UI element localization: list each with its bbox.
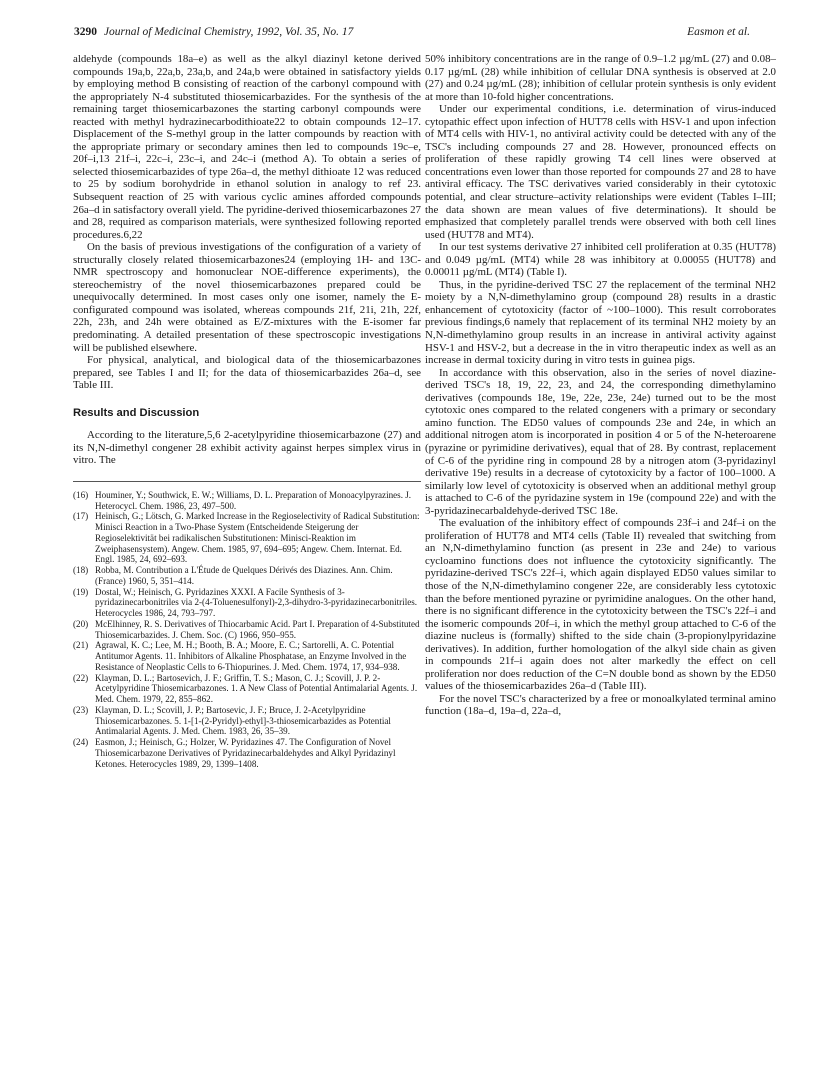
paragraph: aldehyde (compounds 18a–e) as well as the alkyl diazinyl ketone derived compounds 19a,b, 22a,b, 23a,b, and 24a,b were obtained in satisfactory yields by employing method B consisting of reaction of the carbonyl compound with the appropriately N-4 substituted thiosemicarbazides. For the synthesis of the remaining target thiosemicarbazones the starting carbonyl compounds were reacted with methyl hydrazinecarbodithioate22 to obtain compounds 12–17. Displacement of the S-methyl group in the latter compounds by reaction with the appropriate primary or secondary amines then led to compounds 19c–e, 20f–i,13 21f–i, 22c–i, 23c–i, and 24c–i (method A). To obtain a series of selected thiosemicarbazides of type 26a–d, the methyl dithioate 12 was reduced to 25 by sodium borohydride in ethanol solution in analogy to ref 23. Subsequent reaction of 25 with various cyclic amines afforded compounds 26a–d in satisfactory overall yield. The pyridine-derived thiosemicarbazones 27 and 28, required as comparison materials, were synthesized following reported procedures.6,22 <box>73 53 421 241</box>
reference-text: Dostal, W.; Heinisch, G. Pyridazines XXXI. A Facile Synthesis of 3-pyridazinecarbonitriles via 2-(4-Toluenesulfonyl)-2,3-dihydro-3-pyridazinecarbonitriles. Heterocycles 1986, 24, 793–797. <box>95 586 418 619</box>
reference-number: (17) <box>73 511 89 522</box>
reference-number: (23) <box>73 704 89 715</box>
paragraph: For the novel TSC's characterized by a free or monoalkylated terminal amino function (18a–d, 19a–d, 22a–d, <box>425 692 776 718</box>
reference-item <box>73 640 421 672</box>
footnote-divider <box>73 481 421 482</box>
paragraph: According to the literature,5,6 2-acetylpyridine thiosemicarbazone (27) and its N,N-dimethyl congener 28 exhibit activity against herpes simplex virus in vitro. The <box>73 429 421 467</box>
reference-item <box>73 673 421 705</box>
reference-item <box>73 490 421 512</box>
reference-text: McElhinney, R. S. Derivatives of Thiocarbamic Acid. Part I. Preparation of 4-Substituted Thiosemicarbazides. J. Chem. Soc. (C) 1966, 950–955. <box>95 618 420 640</box>
paragraph: For physical, analytical, and biological data of the thiosemicarbazones prepared, see Tables I and II; for the data of thiosemicarbazides 26a–d, see Table III. <box>73 354 421 392</box>
reference-item <box>73 565 421 587</box>
reference-number: (18) <box>73 565 89 576</box>
reference-text: Klayman, D. L.; Bartosevich, J. F.; Griffin, T. S.; Mason, C. J.; Scovill, J. P. 2-Acetylpyridine Thiosemicarbazones. 1. A New Class of Potential Antimalarial Agents. J. Med. Chem. 1979, 22, 855–862. <box>95 672 418 705</box>
page-number: 3290 <box>74 26 97 38</box>
right-column <box>425 53 776 718</box>
journal-citation: Journal of Medicinal Chemistry, 1992, Vol. 35, No. 17 <box>103 26 354 38</box>
paragraph: In accordance with this observation, also in the series of novel diazine-derived TSC's 18, 19, 22, 23, and 24, the corresponding dimethylamino derivatives (compounds 18e, 19e, 22e, 23e, 24e) turned out to be the most cytotoxic ones compared to the related congeners with a primary or secondary amino function. The ED50 values of compounds 23e and 24e, in which an additional nitrogen atom is incorporated in position 4 or 5 of the N-heteroarene (pyrazine or pyrimidine derivatives), equal that of 28. By contrast, replacement of C-6 of the pyridine ring in compound 28 by a nitrogen atom (3-pyridazinyl derivative 19e) results in a decrease of cytotoxicity by a factor of 100–1000. A similarly low level of cytotoxicity is observed when an additional methyl group is attached to C-6 of the pyridazine system in 19e (compound 22e) and with the 3-pyridazinecarbaldehyde-derived TSC 18e. <box>425 366 776 517</box>
reference-number: (19) <box>73 586 89 597</box>
reference-item <box>73 587 421 619</box>
reference-text: Easmon, J.; Heinisch, G.; Holzer, W. Pyridazines 47. The Configuration of Novel Thiosemicarbazone Derivatives of Pyridazinecarbaldehydes and Alkyl Pyridazinyl Ketones. Heterocycles 1989, 29, 1399–1408. <box>95 737 396 769</box>
reference-text: Klayman, D. L.; Scovill, J. P.; Bartosevic, J. F.; Bruce, J. 2-Acetylpyridine Thiosemicarbazones. 5. 1-[1-(2-Pyridyl)-ethyl]-3-thiosemicarbazides as Potential Antimalarial Agents. J. Med. Chem. 1983, 26, 35–39. <box>95 704 391 737</box>
reference-text: Agrawal, K. C.; Lee, M. H.; Booth, B. A.; Moore, E. C.; Sartorelli, A. C. Potential Antitumor Agents. 11. Inhibitors of Alkaline Phosphatase, an Enzyme Involved in the Resistance of Neoplastic Cells to 6-Thiopurines. J. Med. Chem. 1974, 17, 934–938. <box>95 640 407 672</box>
paragraph: Under our experimental conditions, i.e. determination of virus-induced cytopathic effect upon infection of HUT78 cells with HSV-1 and upon infection of MT4 cells with HIV-1, no antiviral activity could be detected with any of the TSC's including compounds 27 and 28. However, pronounced effects on proliferation of these rapidly growing T4 cell lines were observed at concentrations even lower than those reported for compounds 27 and 28 to have antiviral efficacy. The TSC derivatives varied considerably in their cytotoxic potential, and clear structure–activity relationships were evident (Tables I–III; the data shown are mean values of five determinations). It should be emphasized that completely parallel trends were observed with both cell lines used (HUT78 and MT4). <box>425 103 776 241</box>
reference-item <box>73 737 421 769</box>
author-running-head: Easmon et al. <box>687 26 750 38</box>
header-left <box>74 26 353 42</box>
header-right <box>687 26 750 42</box>
reference-list <box>73 490 421 770</box>
reference-number: (20) <box>73 618 89 629</box>
reference-number: (16) <box>73 489 89 500</box>
reference-text: Houminer, Y.; Southwick, E. W.; Williams, D. L. Preparation of Monoacylpyrazines. J. Heterocycl. Chem. 1986, 23, 497–500. <box>95 489 412 511</box>
left-column <box>73 53 421 769</box>
paragraph: On the basis of previous investigations of the configuration of a variety of structurally closely related thiosemicarbazones24 (employing 1H- and 13C-NMR spectroscopy and homonuclear NOE-difference experiments), the stereochemistry of the novel thiosemicarbazones prepared could be unequivocally determined. In most cases only one isomer, namely the E-configurated compound was isolated, whereas compounds 21f, 21i, 21h, 22f, 22h, 23h, and 24h were obtained as E/Z-mixtures with the E-isomer far predominating. A detailed presentation of these spectroscopic investigations will be published elsewhere. <box>73 241 421 354</box>
paragraph: The evaluation of the inhibitory effect of compounds 23f–i and 24f–i on the proliferation of HUT78 and MT4 cells (Table II) revealed that switching from an N,N-dimethylamino function (as present in 23e and 24e) to various cycloamino functions does not influence the cytotoxicity significantly. The pyridazine-derived TSC's 22f–i, which again displayed ED50 values similar to those of the N,N-dimethylamino congener 22e, are considerably less cytotoxic than the before mentioned pyrazine or pyrimidine analogues. On the other hand, there is no significant difference in the cytotoxicity between the TSC's 22f–i and the isomeric compounds 20f–i, in which the methyl group attached to C-6 of the diazine nucleus is (formally) shifted to the side chain (3-propionylpyridazine derivatives). In addition, further homologation of the alkyl side chain as given in compounds 21f–i again does not alter markedly the effect on cell proliferation nor does reduction of the C=N double bond as shown by the ED50 values of the thiosemicarbazides 26a–d (Table III). <box>425 517 776 693</box>
paragraph: In our test systems derivative 27 inhibited cell proliferation at 0.35 (HUT78) and 0.049 µg/mL (MT4) while 28 was inhibitory at 0.00055 (HUT78) and 0.00011 µg/mL (MT4) (Table I). <box>425 241 776 279</box>
reference-item <box>73 619 421 641</box>
reference-number: (22) <box>73 672 89 683</box>
reference-number: (21) <box>73 640 89 651</box>
reference-item <box>73 705 421 737</box>
paragraph: 50% inhibitory concentrations are in the range of 0.9–1.2 µg/mL (27) and 0.08–0.17 µg/mL (28) while inhibition of cellular DNA synthesis is observed at 2.0 (27) and 0.24 µg/mL (28); inhibition of cellular protein synthesis is only evident at more than 10-fold higher concentrations. <box>425 53 776 103</box>
reference-text: Heinisch, G.; Lötsch, G. Marked Increase in the Regioselectivity of Radical Substitution: Minisci Reaction in a Two-Phase System (Entscheidende Steigerung der Regioselektivität bei radikalischen Substitutionen: Minisci-Reaktion im Zweiphasensystem). Angew. Chem. 1985, 97, 694–695; Angew. Chem. Internat. Ed. Engl. 1985, 24, 692–693. <box>95 511 420 565</box>
section-heading: Results and Discussion <box>73 406 200 419</box>
reference-number: (24) <box>73 737 89 748</box>
running-header <box>74 26 750 42</box>
reference-item <box>73 511 421 565</box>
paragraph: Thus, in the pyridine-derived TSC 27 the replacement of the terminal NH2 moiety by a N,N-dimethylamino group (compound 28) results in a drastic enhancement of cytotoxicity (factor of ~100–1000). This result corroborates previous findings,6 namely that replacement of its terminal NH2 moiety by an N,N-dimethylamino group results in an increase in antiviral activity against HSV-1 and HSV-2, but a decrease in the in vitro therapeutic index as well as an increase in dermal toxicity during in vitro tests in guinea pigs. <box>425 278 776 367</box>
reference-text: Robba, M. Contribution a L'Étude de Quelques Dérivés des Diazines. Ann. Chim. (France) 1960, 5, 351–414. <box>95 565 393 586</box>
